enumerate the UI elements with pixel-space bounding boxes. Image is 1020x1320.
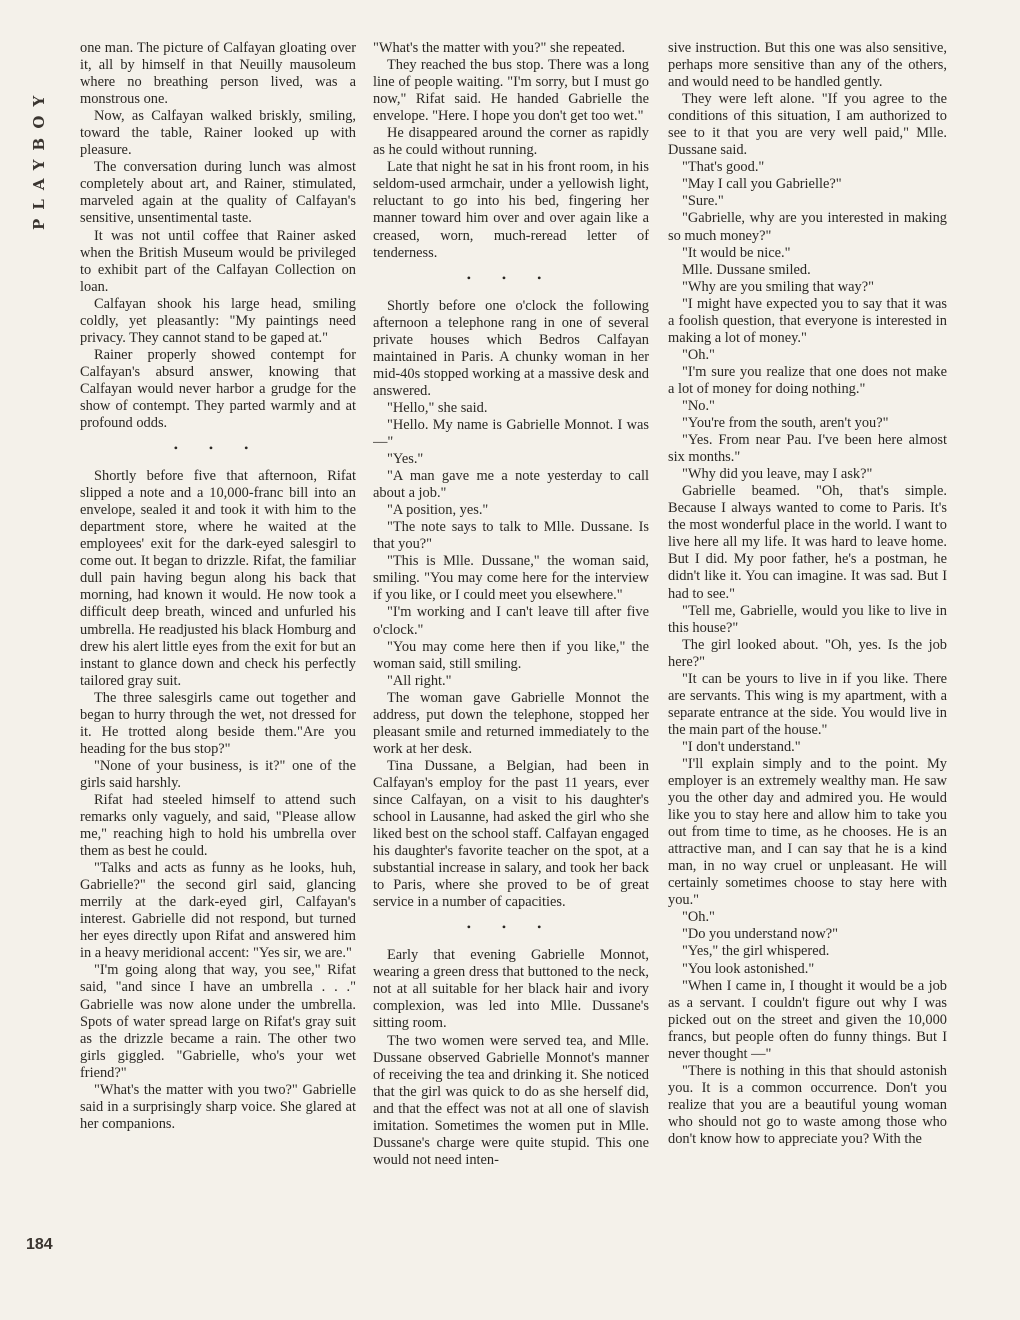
paragraph: "All right." <box>387 672 452 689</box>
column-1-section-b <box>80 468 356 1133</box>
paragraph: "May I call you Gabrielle?" <box>682 176 842 193</box>
paragraph: Early that evening Gabrielle Monnot, wearing a green dress that buttoned to the neck, not at all suitable for her black hair and ivory complexion, was led into Mlle. Dussane's sitting room. <box>373 947 649 1032</box>
text-column-2 <box>373 40 649 1290</box>
text-column-3 <box>668 40 947 1290</box>
paragraph: "A position, yes." <box>387 502 489 519</box>
paragraph: Rifat had steeled himself to attend such remarks only vaguely, and said, "Please allow me," reaching high to hold his umbrella over them as best he could. <box>80 791 356 860</box>
paragraph: "There is nothing in this that should astonish you. It is a common occurrence. Don't you realize that you are a beautiful young woman who should not go to waste among those who don't know how to appreciate you? With the <box>668 1062 947 1147</box>
paragraph: "No." <box>682 397 715 414</box>
paragraph: "Yes," the girl whispered. <box>682 943 830 960</box>
paragraph: "I'll explain simply and to the point. My employer is an extremely wealthy man. He saw you the other day and admired you. He would like you to stay here and allow him to take you out from time to time, as he chooses. He is an attractive man, and I can say that he is a kind man, in no way cruel or unpleasant. He will certainly sometimes choose to stay here with you." <box>668 755 947 909</box>
magazine-masthead <box>22 40 56 230</box>
paragraph: "Yes." <box>387 451 424 468</box>
paragraph: Mlle. Dussane smiled. <box>682 261 811 278</box>
paragraph: Rainer properly showed contempt for Calfayan's absurd answer, knowing that Calfayan would never harbor a grudge for the show of contempt. They parted warmly and at profound odds. <box>80 346 356 432</box>
column-2-section-b <box>373 298 649 912</box>
paragraph: They were left alone. "If you agree to the conditions of this situation, I am authorized to see to it that you are very well paid," Mlle. Dussane said. <box>668 91 947 159</box>
paragraph: sive instruction. But this one was also sensitive, perhaps more sensitive than any of the others, and would need to be handled gently. <box>668 40 947 91</box>
paragraph: "Gabrielle, why are you interested in making so much money?" <box>668 210 947 244</box>
paragraph: Late that night he sat in his front room, in his seldom-used armchair, under a yellowish light, reluctant to go into his bed, fingering her manner toward him over and over again like a creased, worn, much-reread letter of tenderness. <box>373 159 649 261</box>
paragraph: "A man gave me a note yesterday to call about a job." <box>373 468 649 502</box>
paragraph: Tina Dussane, a Belgian, had been in Calfayan's employ for the past 11 years, ever since Calfayan, on a visit to his daughter's school in Lausanne, had asked the girl who she liked best on the school staff. Calfayan engaged his daughter's favorite teacher on the spot, at a substantial increase in salary, and took her back to Paris, where she proved to be of great service in a number of capacities. <box>373 757 649 911</box>
paragraph: Gabrielle beamed. "Oh, that's simple. Because I always wanted to come to Paris. It's the most wonderful place in the world. I want to live here all my life. It was hard to leave home. But I did. My poor father, he's a postman, he didn't like it. You can imagine. It was sad. But I had to see." <box>668 483 947 602</box>
section-separator: • • • <box>173 441 263 456</box>
paragraph: "Talks and acts as funny as he looks, huh, Gabrielle?" the second girl said, glancing merrily at the dark-eyed girl, Calfayan's interest. Gabrielle did not respond, but turned her eyes directly upon Rifat and answered him in a heavy meridional accent: "Yes sir, we are." <box>80 860 356 962</box>
paragraph: "You're from the south, aren't you?" <box>682 415 889 432</box>
paragraph: one man. The picture of Calfayan gloating over it, all by himself in that Neuilly mausoleum where no breathing person lived, was a monstrous one. <box>80 40 356 108</box>
paragraph: "Do you understand now?" <box>682 926 839 943</box>
column-1-section-a <box>80 40 356 432</box>
paragraph: The girl looked about. "Oh, yes. Is the job here?" <box>668 636 947 670</box>
section-separator: • • • <box>466 920 556 935</box>
paragraph: "You look astonished." <box>682 960 815 977</box>
paragraph: "Hello," she said. <box>387 399 488 416</box>
paragraph: The three salesgirls came out together and began to hurry through the wet, not dressed for it. He trotted along beside them."Are you heading for the bus stop?" <box>80 689 356 757</box>
paragraph: "I might have expected you to say that it was a foolish question, that everyone is interested in making a lot of money." <box>668 295 947 346</box>
page-number: 184 <box>26 1236 53 1253</box>
paragraph: "Sure." <box>682 193 724 210</box>
paragraph: It was not until coffee that Rainer asked when the British Museum would be privileged to exhibit part of the Calfayan Collection on loan. <box>80 227 356 295</box>
paragraph: They reached the bus stop. There was a long line of people waiting. "I'm sorry, but I must go now," Rifat said. He handed Gabrielle the envelope. "Here. I hope you don't get too wet." <box>373 57 649 125</box>
paragraph: "You may come here then if you like," the woman said, still smiling. <box>373 638 649 672</box>
paragraph: "What's the matter with you two?" Gabrielle said in a surprisingly sharp voice. She glared at her companions. <box>80 1081 356 1132</box>
paragraph: "It can be yours to live in if you like. There are servants. This wing is my apartment, with a separate entrance at the side. You would live in the main part of the house." <box>668 670 947 738</box>
paragraph: The woman gave Gabrielle Monnot the address, put down the telephone, stopped her pleasant smile and returned immediately to the work at her desk. <box>373 689 649 757</box>
column-2-section-c <box>373 947 649 1169</box>
paragraph: The conversation during lunch was almost completely about art, and Rainer, stimulated, marveled again at the quality of Calfayan's sensitive, unsentimental taste. <box>80 159 356 227</box>
paragraph: "When I came in, I thought it would be a job as a servant. I couldn't figure out why I was picked out on the street and given the 10,000 francs, but people often do funny things. But I never thought —" <box>668 977 947 1062</box>
paragraph: "Tell me, Gabrielle, would you like to live in this house?" <box>668 602 947 636</box>
paragraph: "None of your business, is it?" one of the girls said harshly. <box>80 757 356 791</box>
paragraph: "Yes. From near Pau. I've been here almost six months." <box>668 432 947 466</box>
paragraph: "I'm working and I can't leave till after five o'clock." <box>373 604 649 638</box>
paragraph: "Why did you leave, may I ask?" <box>682 466 873 483</box>
paragraph: "Oh." <box>682 346 715 363</box>
paragraph: "I don't understand." <box>682 738 801 755</box>
paragraph: Calfayan shook his large head, smiling coldly, yet pleasantly: "My paintings need privacy. They cannot stand to be gaped at." <box>80 295 356 346</box>
masthead-text: PLAYBOY <box>30 86 48 230</box>
paragraph: "That's good." <box>682 159 765 176</box>
paragraph: He disappeared around the corner as rapidly as he could without running. <box>373 125 649 159</box>
paragraph: "Oh." <box>682 909 715 926</box>
paragraph: "Why are you smiling that way?" <box>682 278 874 295</box>
paragraph: The two women were served tea, and Mlle. Dussane observed Gabrielle Monnot's manner of receiving the tea and drinking it. She noticed that the girl was quick to do as she herself did, and that the effect was not at all one of slavish imitation. Sometimes the women put in Mlle. Dussane's charge were quite stupid. This one would not need inten- <box>373 1032 649 1168</box>
paragraph: "This is Mlle. Dussane," the woman said, smiling. "You may come here for the interview if you like, or I could meet you elsewhere." <box>373 553 649 604</box>
paragraph: "I'm going along that way, you see," Rifat said, "and since I have an umbrella . . ." Gabrielle was now alone under the umbrella. Spots of water spread large on Rifat's gray suit as the drizzle became a rain. The other two girls giggled. "Gabrielle, who's your wet friend?" <box>80 962 356 1081</box>
paragraph: "What's the matter with you?" she repeated. <box>373 40 626 56</box>
column-3-section-a <box>668 40 947 1148</box>
paragraph: "The note says to talk to Mlle. Dussane. Is that you?" <box>373 519 649 553</box>
section-separator: • • • <box>466 270 556 285</box>
text-column-1 <box>80 40 356 1290</box>
paragraph: Shortly before five that afternoon, Rifat slipped a note and a 10,000-franc bill into an envelope, sealed it and took it with him to the department store, where he waited at the employees' exit for the dark-eyed salesgirl to come out. It began to drizzle. Rifat, the familiar dull pain having begun along his back that morning, had known it would. He now took a difficult deep breath, winced and unfurled his umbrella. He readjusted his black Homburg and drew his alert little eyes from the exit for but an instant to glance down and check his perfectly tailored gray suit. <box>80 468 356 689</box>
paragraph: "I'm sure you realize that one does not make a lot of money for doing nothing." <box>668 363 947 397</box>
paragraph: Now, as Calfayan walked briskly, smiling, toward the table, Rainer looked up with pleasure. <box>80 108 356 159</box>
paragraph: Shortly before one o'clock the following afternoon a telephone rang in one of several private houses which Bedros Calfayan maintained in Paris. A chunky woman in her mid-40s stopped working at a massive desk and answered. <box>373 297 649 399</box>
paragraph: "Hello. My name is Gabrielle Monnot. I was —" <box>373 416 649 450</box>
paragraph: "It would be nice." <box>682 244 791 261</box>
column-2-section-a <box>373 40 649 262</box>
